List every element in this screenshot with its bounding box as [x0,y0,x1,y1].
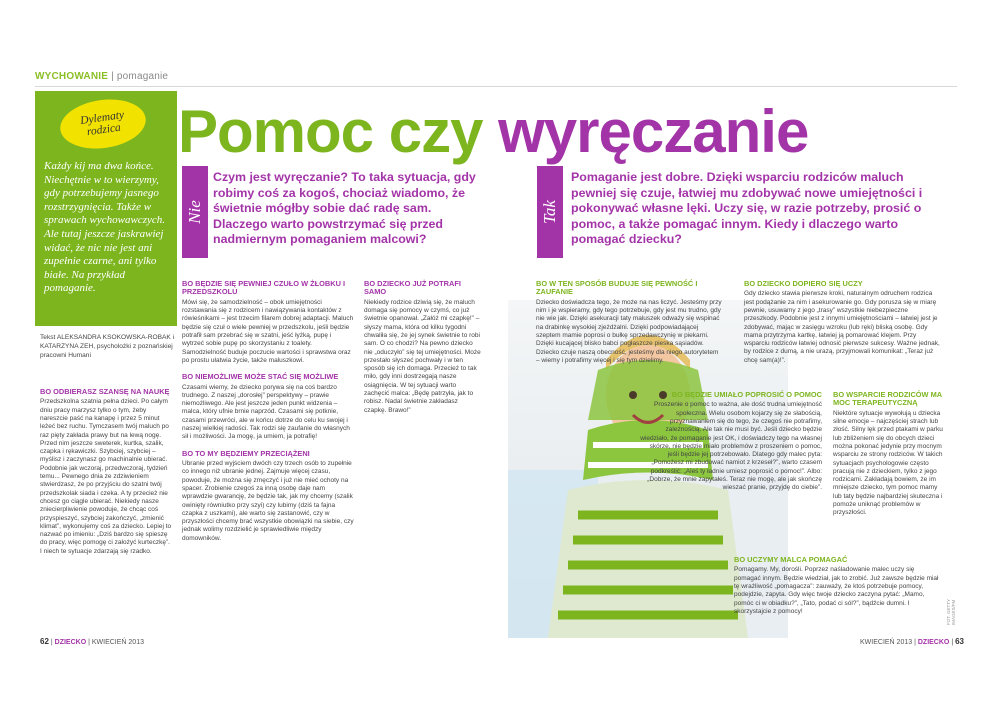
footer-right-date: KWIECIEŃ 2013 | [860,639,916,646]
col2-heading-3: BO TO MY BĘDZIEMY PRZECIĄŻENI [182,448,310,458]
column-1 [40,388,172,564]
subsection-name: pomaganie [116,71,169,82]
column-3 [364,280,482,423]
badge-label: Dylematy rodzica [79,109,125,139]
nie-lead: Czym jest wyręczanie? To taka sytuacja, gdy robimy coś za kogoś, chociaż wiadomo, że świetnie mógłby sobie dać radę sam. Dlaczego warto powstrzymać się przed nadmiernym pomaganiem malcowi? [213,170,476,247]
nie-tag [182,166,208,258]
tak-tag-label: Tak [539,200,559,224]
col5-text: Gdy dziecko stawia pierwsze kroki, naturalnym odruchem rodzica jest podążanie za nim i asekurowanie go. Gdy porusza się w miarę pewnie, usuwamy z jego „trasy” wszystkie niebezpieczne przeszkody. Podobnie jest z innymi umiejętnościami – łatwiej jest je zdobywać, mając w zasięgu wzroku (lub ręki) bliską osobę. Gdy mama przytrzyma kartkę, łatwiej ją pomarować klejem. Przy wsparciu rodziców łatwiej odnosić pierwsze sukcesy. Ważne jednak, by rodzice z dumą, a nie urazą, przyjmowali komunikat: „Teraz już chcę sam(a)!”. [744,290,940,364]
author-credit: Tekst ALEKSANDRA KSOKOWSKA-ROBAK i KATARZYNA ZEH, psycholożki z poznańskiej pracowni Humani [40,334,175,359]
column-6 [640,391,822,501]
col6-heading: BO BĘDZIE UMIAŁO POPROSIĆ O POMOC [671,390,822,399]
footer-right [860,637,964,646]
column-8 [734,556,940,624]
column-2 [182,280,354,551]
col5-heading: BO DZIECKO DOPIERO SIĘ UCZY [744,279,863,288]
page-number-left: 62 [40,637,49,646]
column-5 [744,280,940,373]
footer-left-date: | KWIECIEŃ 2013 [88,639,144,646]
column-7 [833,391,943,526]
col7-text: Niektóre sytuacje wywołują u dziecka silne emocje – najczęściej strach lub złość. Silny lęk przed ptakami w parku lub zbliżeniem się do obcych dzieci można pokonać jedynie przy mocnym wsparciu ze strony rodziców. W takich sytuacjach psychologowie często pracują nie z dzieckiem, tylko z jego rodzicami. Zakładają bowiem, że im mniejsze dziecko, tym pomoc mamy lub taty będzie najbardziej skuteczna i pomoże uniknąć problemów w przyszłości. [833,409,943,517]
col3-heading: BO DZIECKO JUŻ POTRAFI SAMO [364,279,461,297]
col2-heading-2: BO NIEMOŻLIWE MOŻE STAĆ SIĘ MOŻLIWE [182,372,339,382]
photo-credit: FOT. GETTY IMAGES/FM [946,599,956,625]
tak-lead: Pomaganie jest dobre. Dzięki wsparciu rodziców maluch pewniej się czuje, łatwiej mu zdobywać nowe umiejętności i pokonywać własne lęki. Uczy się, w razie potrzeby, prosić o pomoc, a także pomagać innym. Kiedy i dlaczego warto pomagać dziecku? [571,170,923,247]
col2-text-3: Ubranie przed wyjściem dwóch czy trzech osób to zupełnie co innego niż ubranie jednej. Zajmuje więcej czasu, powoduje, że można się zmęczyć i już nie mieć ochoty na spacer. Zrobienie czegoś za inną osobę daje nam wprawdzie gwarancję, że będzie tak, jak my chcemy (szalik owinięty równiutko przy szyi) czy lubimy (dziś ta fajna czapka z uszkami), ale warto się zastanowić, czy w przyszłości chcemy brać wszystkie obowiązki na siebie, czy jednak wolimy rozdzielić je sprawiedliwie między domowników. [182,460,354,542]
footer-left-mag: DZIECKO [54,639,87,646]
top-rule [35,86,957,87]
col8-text: Pomagamy. My, dorośli. Poprzez naśladowanie malec uczy się pomagać innym. Będzie wiedział, jak to zrobić. Już zawsze będzie miał tę wrażliwość „pomagacza”: zauważy, że ktoś potrzebuje pomocy, podejdzie, zapyta. Gdy więc twoje dziecko zaczyna pytać: „Mamo, pomóc ci w obiadku?”, „Tato, podać ci sól?”, bądźcie dumni. I skorzystajcie z pomocy! [734,566,939,615]
col1-heading: BO ODBIERASZ SZANSĘ NA NAUKĘ [40,387,170,396]
col2-heading-1: BO BĘDZIE SIĘ PEWNIEJ CZUŁO W ŻŁOBKU I PRZEDSZKOLU [182,279,346,297]
footer-left-sep: | [50,639,53,646]
section-name: WYCHOWANIE [35,71,109,82]
col7-heading: BO WSPARCIE RODZICÓW MA MOC TERAPEUTYCZNĄ [833,390,942,408]
col4-heading: BO W TEN SPOSÓB BUDUJE SIĘ PEWNOŚĆ I ZAUFANIE [536,279,698,297]
section-separator: | [111,71,114,82]
title-part-1: Pomoc czy [178,98,483,165]
intro-text: Każdy kij ma dwa końce. Niechętnie w to wierzymy, gdy potrzebujemy jasnego rozstrzygnięcia. Także w sprawach wychowawczych. Ale tutaj jeszcze jaskrawiej widać, że nic nie jest ani zupełnie czarne, ani tylko białe. Na przykład pomaganie. [44,160,165,295]
tak-tag [537,166,563,258]
footer-right-sep: | [951,639,954,646]
col4-text: Dziecko doświadcza tego, że może na nas liczyć. Jesteśmy przy nim i je wspieramy, gdy tego potrzebuje, gdy jest mu trudno, gdy nie wie jak. Dzięki asekuracji taty maluszek odważy się wspinać na drabinkę wysokiej zjeżdżalni. Dzięki podpowiadającej szeptem mamie poprosi o bułkę sprzedawczynię w piekarni. Dzięki kucającej blisko babci pogłaszcze pieska sąsiadów. Dziecko czuje naszą obecność, jesteśmy dla niego autorytetem – wiemy i potrafimy więcej i się tym dzielimy. [536,298,722,364]
col3-text: Niekiedy rodzice dziwią się, że maluch domaga się pomocy w czymś, co już świetnie opanował. „Załóż mi czapkę!” – słyszy mama, która od kilku tygodni chwaliła się, że jej synek świetnie to robi sam. O co chodzi? Na pewno dziecko nie „oduczyło” się tej umiejętności. Może przestało słyszeć pochwały i w ten sposób się ich domaga. Przecież to tak miło, gdy inni dostrzegają nasze osiągnięcia. W tej sytuacji warto zachęcić malca: „Będę patrzyła, jak to robisz. Nadal świetnie zakładasz czapkę. Brawo!” [364,298,481,414]
col2-text-2: Czasami wiemy, że dziecko porywa się na coś bardzo trudnego. Z naszej „dorosłej” perspektywy – prawie niemożliwego. Ale jest jeszcze jeden punkt widzenia – malca, który ufnie brnie naprzód. Czasami się potknie, czasami przewróci, ale w końcu dotrze do celu ku swojej i naszej wielkiej radości. Tak rodzi się zaufanie do własnych sił i możliwości. Ja mogę, ja umiem, ja potrafię! [182,383,350,441]
page-title [178,99,808,165]
footer-right-mag: DZIECKO [917,639,950,646]
footer-left [40,637,144,646]
section-label [35,71,168,82]
col1-text: Przedszkolna szatnia pełna dzieci. Po całym dniu pracy marzysz tylko o tym, żeby nareszcie paść na kanapę i przez 5 minut leżeć bez ruchu. Tymczasem twój maluch po raz pięty zakłada prawy but na lewą nogę. Przed nim jeszcze sweterek, kurtka, szalik, czapka i rękawiczki. Szybciej, szybciej – myślisz i zaczynasz go machinalnie ubierać. Podobnie jak wczoraj, przedwczoraj, tydzień temu... Pewnego dnia ze zdziwieniem stwierdzasz, że po przyjściu do szatni twój przedszkolak siada i czeka. A ty przecież nie chcesz go ciągle ubierać. Niekiedy nasze zniecierpliwienie powoduje, że chcąc coś przyspieszyć, szybciej zakończyć, „zmienić klimat”, wykonujemy coś za dziecko. Lepiej to nazwać po imieniu: „Dziś bardzo się spieszę do pracy, więc pomogę ci założyć kurteczkę”. I niech te sytuacje zdarzają się rzadko. [40,398,172,555]
column-4 [536,280,722,373]
col2-text-1: Mówi się, że samodzielność – obok umiejętności rozstawania się z rodzicem i nawiązywania kontaktów z rówieśnikami – jest trzecim filarem dobrej adaptacji. Maluch będzie się czuł o wiele pewniej w przedszkolu, jeśli będzie potrafił sam przebrać się w szatni, jeść łyżką, pupę i wytrzeć sobie pupę po skorzystaniu z toalety. Samodzielność buduje poczucie wartości i sprawstwa oraz po prostu ułatwia życie, także maluszkowi. [182,298,354,364]
nie-tag-label: Nie [184,200,204,224]
col6-text: Proszenie o pomoc to ważna, ale dość trudna umiejętność społeczna. Wielu osobom kojarzy się ze słabością, przyznawaniem się do tego, że czegoś nie potrafimy, zależnością. Ale tak nie musi być. Jeśli dziecko będzie wiedziało, że pomaganie jest OK, i doświadczy tego na własnej skórze, nie będzie miało problemów z proszeniem o pomoc, jeśli będzie jej potrzebowało. Dlatego gdy malec pyta: „Pomożesz mi zbudować namiot z krzeseł?”, warto czasem podkreślić: „Aleś ty ładnie umiesz poprosić o pomoc!”. Albo: „Dobrze, że mnie zapytałeś. Teraz nie mogę, ale jak skończę wieszać pranie, przyjdę do ciebie”. [640,401,822,492]
page-number-right: 63 [955,637,964,646]
title-part-2: wyręczanie [498,98,809,165]
col8-heading: BO UCZYMY MALCA POMAGAĆ [734,555,848,564]
